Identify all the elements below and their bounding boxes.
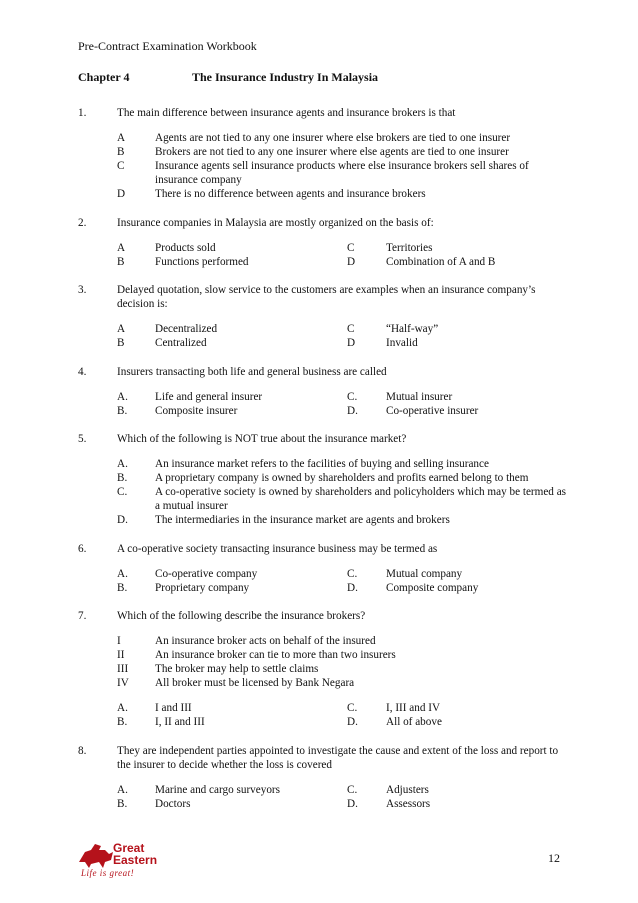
option-key: D (347, 337, 356, 349)
option-item (117, 471, 568, 485)
option-text: Marine and cargo surveyors (155, 783, 280, 796)
option-text: Decentralized (155, 323, 218, 335)
question-number: 3. (78, 284, 87, 296)
option-key: D (347, 255, 356, 268)
question-text: The main difference between insurance agents and insurance brokers is that (117, 107, 456, 119)
option-text: Co-operative insurer (386, 404, 479, 417)
answer-options (78, 241, 568, 269)
option-item (117, 648, 568, 662)
question-block (78, 609, 568, 729)
question-text: Insurance companies in Malaysia are mostly organized on the basis of: (117, 216, 434, 229)
option-text: I and III (155, 702, 192, 714)
option-key: C. (347, 783, 358, 796)
option-key: D. (347, 716, 358, 728)
option-key: I (117, 635, 121, 647)
option-text: Assessors (386, 797, 431, 810)
option-item (117, 457, 568, 471)
question-block (78, 542, 568, 595)
question-number: 2. (78, 216, 87, 229)
option-pair-row (117, 581, 568, 595)
lion-icon (77, 840, 117, 870)
option-key: A. (117, 458, 128, 470)
answer-options (78, 457, 568, 527)
option-key: B. (117, 472, 128, 484)
logo-line-1: Great (113, 841, 145, 855)
option-text: All of above (386, 716, 442, 728)
page-number: 12 (548, 851, 560, 865)
question-text: They are independent parties appointed to investigate the cause and extent of the loss and report to the insurer to decide whether the loss is covered (117, 744, 559, 771)
option-key: A. (117, 390, 128, 403)
option-pair-row (117, 390, 568, 404)
option-key: D. (347, 404, 358, 417)
option-text: An insurance broker can tie to more than two insurers (155, 649, 396, 661)
option-text: The broker may help to settle claims (155, 663, 319, 675)
option-key: B (117, 146, 125, 158)
option-text: Composite company (386, 581, 479, 594)
option-pair-row (117, 404, 568, 418)
question-block (78, 216, 568, 269)
option-key: C. (117, 486, 128, 498)
option-key: C (347, 241, 355, 254)
option-text: Combination of A and B (386, 255, 496, 268)
option-key: C (117, 160, 125, 172)
question-text: Delayed quotation, slow service to the customers are examples when an insurance company’s decision is: (117, 284, 536, 310)
question-number: 7. (78, 610, 87, 622)
option-text: Proprietary company (155, 581, 250, 594)
answer-options (78, 783, 568, 811)
option-text: A co-operative society is owned by shareholders and policyholders which may be termed as a mutual insurer (155, 486, 567, 512)
chapter-number: Chapter 4 (78, 70, 130, 84)
question-number: 6. (78, 542, 87, 555)
option-key: A (117, 323, 126, 335)
option-pair-row (117, 715, 568, 729)
option-text: Products sold (155, 241, 216, 254)
option-key: A. (117, 567, 128, 580)
question-stem (78, 744, 568, 772)
option-text: There is no difference between agents and insurance brokers (155, 188, 426, 200)
chapter-title: The Insurance Industry In Malaysia (192, 70, 379, 84)
logo-tagline: Life is great! (81, 868, 135, 878)
option-item (117, 513, 568, 527)
question-stem (78, 106, 568, 120)
question-stem (78, 365, 568, 379)
option-text: All broker must be licensed by Bank Negara (155, 677, 355, 689)
logo-line-2: Eastern (113, 853, 158, 867)
option-key: B (117, 255, 125, 268)
option-text: Mutual company (386, 567, 463, 580)
question-stem (78, 542, 568, 556)
option-key: B. (117, 404, 128, 417)
question-text: Which of the following is NOT true about the insurance market? (117, 433, 407, 445)
answer-options (78, 567, 568, 595)
option-item (117, 485, 568, 513)
option-text: Invalid (386, 337, 418, 349)
option-key: B (117, 337, 125, 349)
option-pair-row (117, 322, 568, 336)
question-text: Insurers transacting both life and general business are called (117, 365, 387, 378)
option-item (117, 662, 568, 676)
option-key: III (117, 663, 129, 675)
option-item (117, 159, 568, 187)
answer-options (78, 322, 568, 350)
question-block (78, 283, 568, 350)
answer-options (78, 634, 568, 729)
answer-options (78, 131, 568, 201)
option-text: I, III and IV (386, 702, 441, 714)
option-key: D. (347, 581, 358, 594)
option-key: IV (117, 677, 129, 689)
option-text: Functions performed (155, 255, 249, 268)
option-key: D (117, 188, 126, 200)
option-text: An insurance market refers to the facilities of buying and selling insurance (155, 458, 489, 470)
option-key: D. (347, 797, 358, 810)
option-key: II (117, 649, 125, 661)
option-item (117, 131, 568, 145)
option-text: “Half-way” (386, 323, 439, 335)
option-text: Centralized (155, 337, 207, 349)
option-key: C. (347, 390, 358, 403)
option-item (117, 145, 568, 159)
option-key: A (117, 241, 126, 254)
question-list (78, 106, 568, 825)
option-text: Adjusters (386, 783, 429, 796)
option-text: An insurance broker acts on behalf of the insured (155, 635, 376, 647)
option-key: A. (117, 783, 128, 796)
question-stem (78, 609, 568, 623)
option-text: Co-operative company (155, 567, 258, 580)
option-key: A. (117, 702, 128, 714)
option-pair-row (117, 567, 568, 581)
option-text: Agents are not tied to any one insurer where else brokers are tied to one insurer (155, 132, 511, 144)
logo-text (113, 842, 157, 866)
question-text: A co-operative society transacting insurance business may be termed as (117, 542, 438, 555)
option-item (117, 187, 568, 201)
option-text: A proprietary company is owned by shareholders and profits earned belong to them (155, 472, 529, 484)
option-text: Doctors (155, 797, 191, 810)
option-pair-row (117, 701, 568, 715)
option-key: C (347, 323, 355, 335)
question-block (78, 432, 568, 527)
option-text: Brokers are not tied to any one insurer where else agents are tied to one insurer (155, 146, 509, 158)
question-block (78, 365, 568, 418)
option-key: D. (117, 514, 128, 526)
question-block (78, 744, 568, 811)
option-key: B. (117, 581, 128, 594)
option-text: Territories (386, 241, 433, 254)
answer-options (78, 390, 568, 418)
question-number: 1. (78, 107, 87, 119)
question-stem (78, 216, 568, 230)
question-number: 5. (78, 433, 87, 445)
option-text: The intermediaries in the insurance market are agents and brokers (155, 514, 450, 526)
option-key: B. (117, 797, 128, 810)
option-pair-row (117, 336, 568, 350)
option-pair-row (117, 797, 568, 811)
option-pair-row (117, 783, 568, 797)
option-text: Mutual insurer (386, 390, 453, 403)
option-text: Insurance agents sell insurance products where else insurance brokers sell shares of insurance company (155, 160, 529, 186)
option-text: I, II and III (155, 716, 205, 728)
option-key: C. (347, 567, 358, 580)
option-pair-row (117, 241, 568, 255)
question-number: 8. (78, 744, 87, 757)
question-stem (78, 432, 568, 446)
question-number: 4. (78, 365, 87, 378)
option-text: Composite insurer (155, 404, 238, 417)
option-pair-row (117, 255, 568, 269)
workbook-title: Pre-Contract Examination Workbook (78, 39, 257, 53)
question-stem (78, 283, 568, 311)
great-eastern-logo (77, 838, 177, 886)
question-text: Which of the following describe the insurance brokers? (117, 610, 366, 622)
option-key: B. (117, 716, 128, 728)
option-item (117, 676, 568, 690)
option-key: A (117, 132, 126, 144)
option-key: C. (347, 702, 358, 714)
question-block (78, 106, 568, 201)
option-item (117, 634, 568, 648)
option-text: Life and general insurer (155, 390, 263, 403)
